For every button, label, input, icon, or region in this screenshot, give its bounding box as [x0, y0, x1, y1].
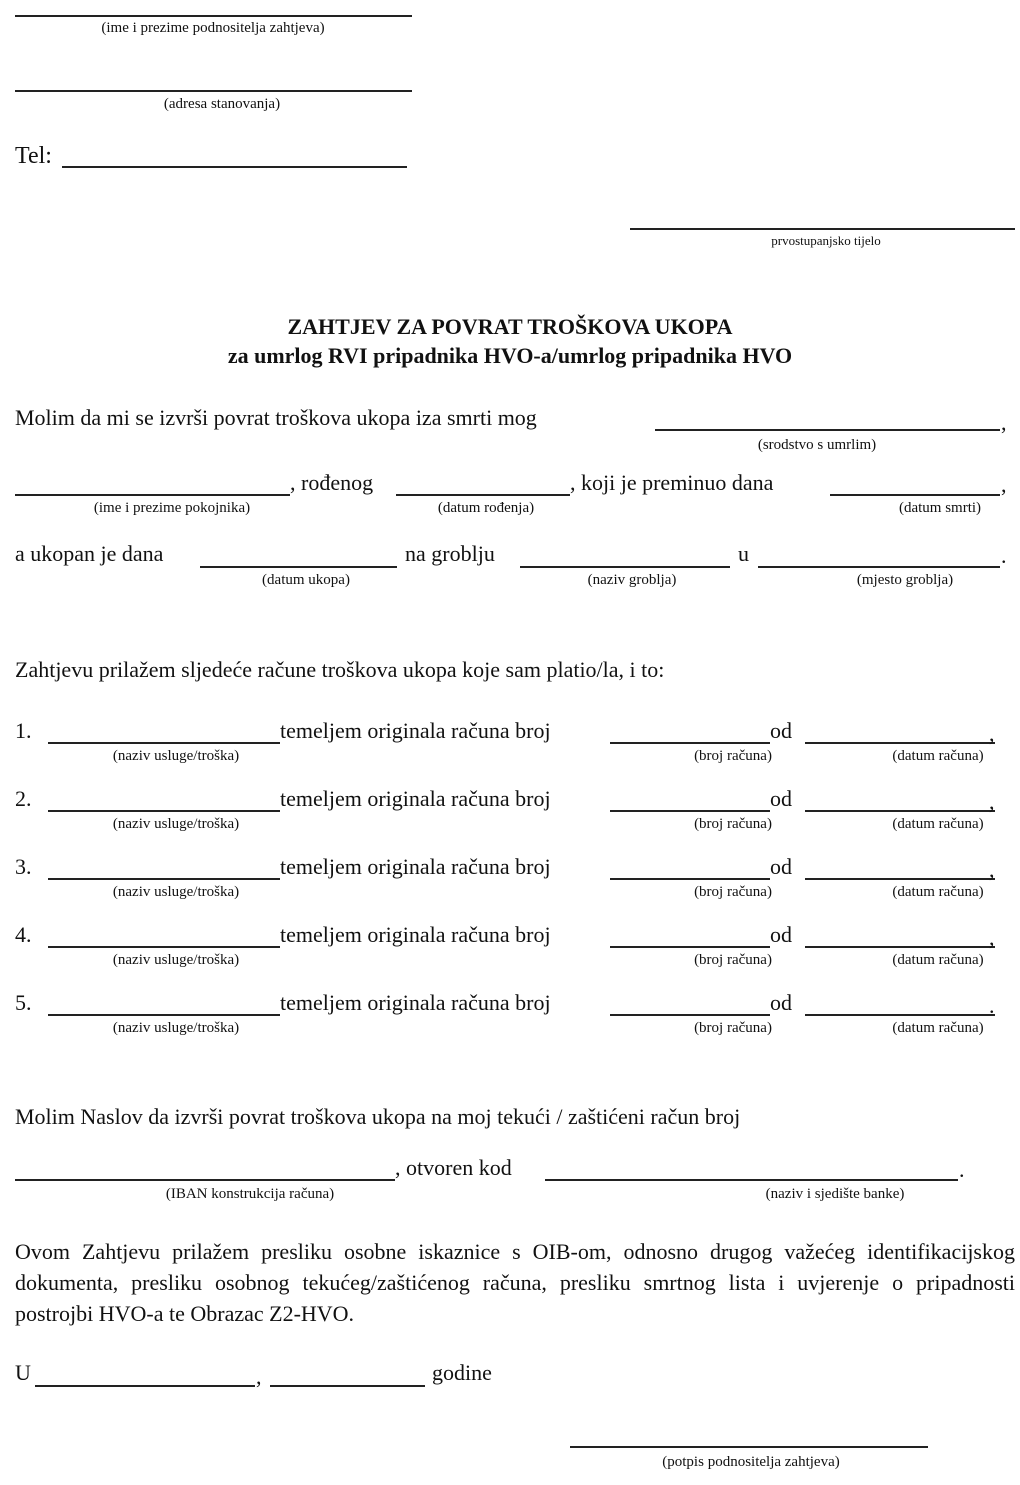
godine-text: godine [432, 1360, 492, 1385]
bill-number-field[interactable] [610, 946, 770, 948]
bank-field[interactable] [545, 1179, 958, 1181]
tel-label: Tel: [15, 143, 52, 169]
bill-number-label: (broj računa) [694, 748, 772, 764]
deceased-name-field[interactable] [15, 494, 290, 496]
died-text: , koji je preminuo dana [570, 470, 774, 495]
bill-number-label: (broj računa) [694, 952, 772, 968]
death-date-field[interactable] [830, 494, 1000, 496]
service-label: (naziv usluge/troška) [112, 748, 240, 764]
bill-number-field[interactable] [610, 742, 770, 744]
bill-middle-text: temeljem originala računa broj [280, 922, 551, 947]
iban-field[interactable] [15, 1179, 395, 1181]
address-label: (adresa stanovanja) [163, 96, 281, 112]
from-text: od [770, 990, 792, 1015]
period: . [1001, 543, 1007, 568]
bill-end-punct: . [989, 993, 995, 1018]
service-label: (naziv usluge/troška) [112, 1020, 240, 1036]
cemetery-text: na groblju [405, 541, 495, 566]
birth-date-field[interactable] [396, 494, 570, 496]
bill-middle-text: temeljem originala računa broj [280, 854, 551, 879]
buried-text: a ukopan je dana [15, 541, 164, 566]
u-text: U [15, 1360, 31, 1385]
relation-field[interactable] [655, 429, 1000, 431]
bill-end-punct: , [989, 857, 995, 882]
bill-number-label: (broj računa) [694, 884, 772, 900]
iban-label: (IBAN konstrukcija računa) [165, 1186, 335, 1202]
bill-date-label: (datum računa) [892, 816, 984, 832]
bill-middle-text: temeljem originala računa broj [280, 990, 551, 1015]
service-label: (naziv usluge/troška) [112, 884, 240, 900]
place-field[interactable] [758, 566, 1000, 568]
bill-date-label: (datum računa) [892, 748, 984, 764]
bill-date-label: (datum računa) [892, 1020, 984, 1036]
service-field[interactable] [48, 1014, 280, 1016]
burial-date-field[interactable] [200, 566, 397, 568]
authority-field[interactable] [630, 228, 1015, 230]
bill-middle-text: temeljem originala računa broj [280, 786, 551, 811]
service-field[interactable] [48, 742, 280, 744]
bill-number-label: (broj računa) [694, 816, 772, 832]
bill-date-field[interactable] [805, 742, 995, 744]
bank-label: (naziv i sjedište banke) [765, 1186, 905, 1202]
born-text: , rođenog [290, 470, 374, 495]
comma: , [1001, 472, 1007, 497]
from-text: od [770, 718, 792, 743]
opened-text: , otvoren kod [395, 1155, 512, 1180]
bill-date-field[interactable] [805, 878, 995, 880]
service-label: (naziv usluge/troška) [112, 952, 240, 968]
title-line-2: za umrlog RVI pripadnika HVO-a/umrlog pripadnika HVO [227, 343, 793, 368]
bill-middle-text: temeljem originala računa broj [280, 718, 551, 743]
from-text: od [770, 854, 792, 879]
bill-number-field[interactable] [610, 810, 770, 812]
bill-date-field[interactable] [805, 810, 995, 812]
service-field[interactable] [48, 810, 280, 812]
comma: , [1001, 410, 1007, 435]
death-date-label: (datum smrti) [898, 500, 982, 516]
bill-date-label: (datum računa) [892, 884, 984, 900]
address-field[interactable] [15, 90, 412, 92]
signature-field[interactable] [570, 1446, 928, 1448]
from-text: od [770, 922, 792, 947]
bill-number: 4. [15, 922, 32, 947]
title-line-1: ZAHTJEV ZA POVRAT TROŠKOVA UKOPA [287, 314, 733, 339]
bill-number: 2. [15, 786, 32, 811]
signature-label: (potpis podnositelja zahtjeva) [662, 1454, 840, 1470]
bill-number: 5. [15, 990, 32, 1015]
bill-end-punct: , [989, 721, 995, 746]
burial-date-label: (datum ukopa) [262, 572, 350, 588]
deceased-name-label: (ime i prezime pokojnika) [93, 500, 251, 516]
place-of-signing-field[interactable] [35, 1385, 255, 1387]
cemetery-label: (naziv groblja) [587, 572, 677, 588]
payment-text: Molim Naslov da izvrši povrat troškova ukopa na moj tekući / zaštićeni račun broj [15, 1104, 741, 1129]
bill-number-field[interactable] [610, 1014, 770, 1016]
applicant-name-label: (ime i prezime podnositelja zahtjeva) [101, 20, 325, 36]
date-of-signing-field[interactable] [270, 1385, 425, 1387]
place-label: (mjesto groblja) [856, 572, 954, 588]
service-field[interactable] [48, 878, 280, 880]
bill-number-label: (broj računa) [694, 1020, 772, 1036]
from-text: od [770, 786, 792, 811]
tel-field[interactable] [62, 166, 407, 168]
attachments-paragraph: Ovom Zahtjevu prilažem presliku osobne iskaznice s OIB-om, odnosno drugog važećeg identifikacijskog dokumenta, presliku osobnog tekućeg/zaštićenog računa, presliku smrtnog lista i uvjerenje o pripadnosti postrojbi HVO-a te Obrazac Z2-HVO. [15, 1239, 1015, 1326]
authority-label: prvostupanjsko tijelo [771, 233, 881, 248]
cemetery-field[interactable] [520, 566, 730, 568]
intro-text: Molim da mi se izvrši povrat troškova ukopa iza smrti mog [15, 405, 537, 430]
comma: , [256, 1364, 262, 1389]
bill-date-field[interactable] [805, 946, 995, 948]
bills-intro: Zahtjevu prilažem sljedeće račune troškova ukopa koje sam platio/la, i to: [15, 657, 665, 682]
service-label: (naziv usluge/troška) [112, 816, 240, 832]
bill-number: 1. [15, 718, 32, 743]
relation-label: (srodstvo s umrlim) [757, 437, 877, 453]
birth-date-label: (datum rođenja) [437, 500, 535, 516]
service-field[interactable] [48, 946, 280, 948]
bill-end-punct: , [989, 789, 995, 814]
in-text: u [738, 541, 749, 566]
applicant-name-field[interactable] [15, 15, 412, 17]
period: . [959, 1157, 965, 1182]
bill-end-punct: , [989, 925, 995, 950]
bill-number: 3. [15, 854, 32, 879]
bill-date-label: (datum računa) [892, 952, 984, 968]
bill-date-field[interactable] [805, 1014, 995, 1016]
bill-number-field[interactable] [610, 878, 770, 880]
